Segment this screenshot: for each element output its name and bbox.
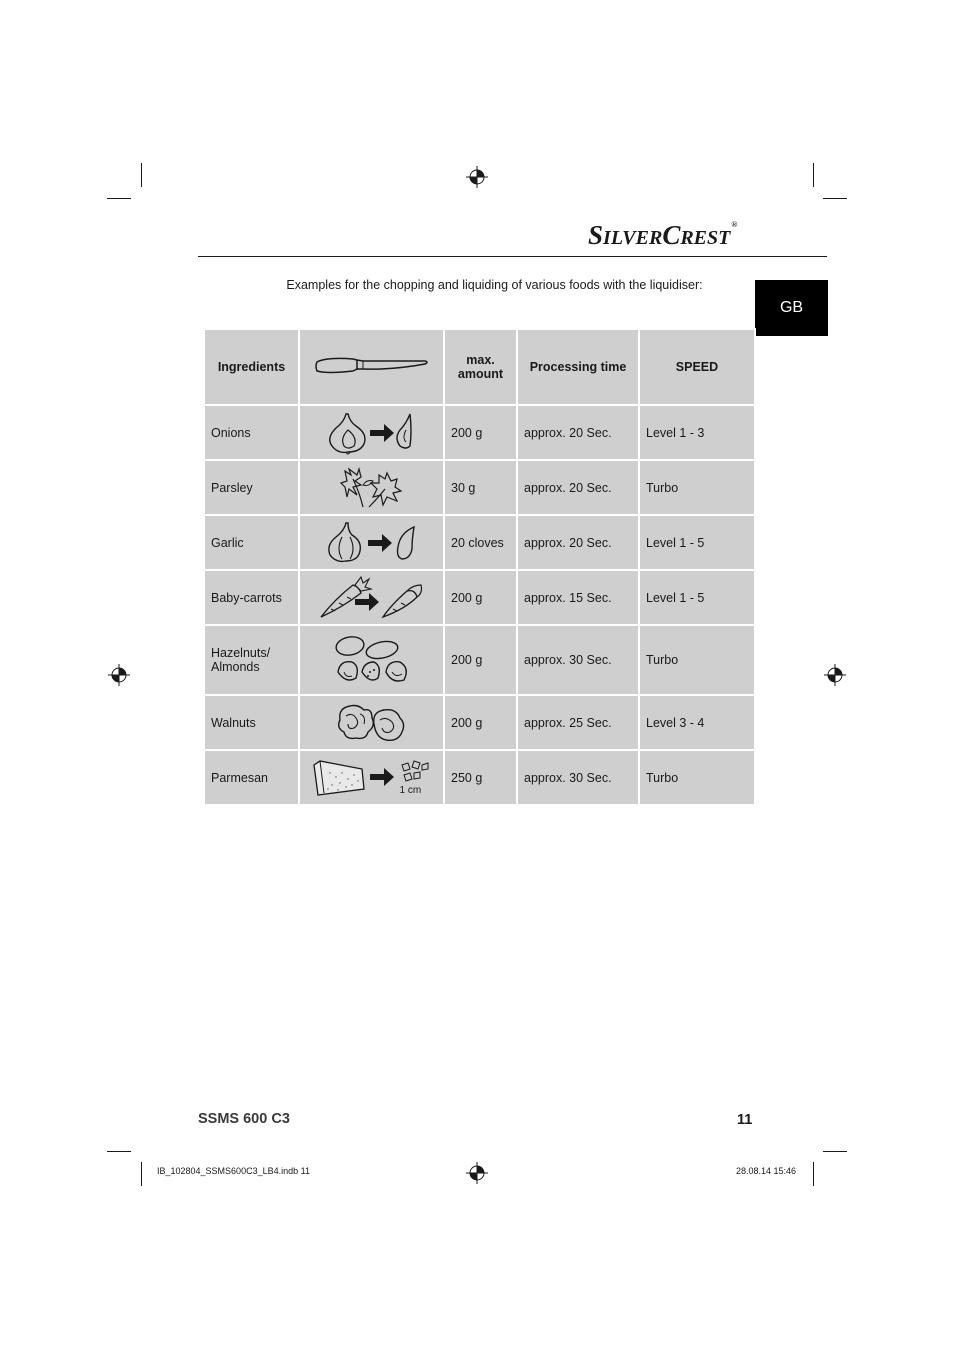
ingredient-cell	[204, 625, 299, 695]
speed-cell: Level 1 - 5	[639, 515, 755, 570]
logo-letter: S	[588, 220, 604, 250]
logo-letters: REST	[680, 227, 731, 249]
speed-cell: Turbo	[639, 750, 755, 805]
onion-to-slice-icon	[324, 410, 420, 456]
time-cell: approx. 25 Sec.	[517, 695, 639, 750]
registration-mark-icon	[466, 166, 488, 188]
time-cell: approx. 20 Sec.	[517, 405, 639, 460]
registration-mark-icon	[466, 1162, 488, 1184]
walnut-icon	[336, 702, 408, 744]
parmesan-picture	[310, 755, 434, 801]
amount-cell: 30 g	[444, 460, 517, 515]
registered-mark: ®	[731, 220, 738, 229]
table-row	[204, 405, 755, 460]
ingredient-cell: Garlic	[204, 515, 299, 570]
parsley-icon	[339, 465, 405, 511]
header-max-line2: amount	[457, 367, 504, 381]
crop-mark	[823, 198, 847, 199]
speed-cell: Level 1 - 3	[639, 405, 755, 460]
crop-mark	[823, 1151, 847, 1152]
time-cell: approx. 30 Sec.	[517, 750, 639, 805]
crop-mark	[141, 163, 142, 187]
amount-cell: 250 g	[444, 750, 517, 805]
crop-mark	[813, 1162, 814, 1186]
knife-icon	[313, 354, 431, 378]
speed-cell: Turbo	[639, 625, 755, 695]
crop-mark	[813, 163, 814, 187]
ingredient-cell: Baby-carrots	[204, 570, 299, 625]
carrot-to-piece-icon	[317, 575, 427, 621]
header-speed: SPEED	[639, 329, 755, 405]
speed-cell: Level 1 - 5	[639, 570, 755, 625]
header-max-line1: max.	[466, 353, 495, 367]
table-header-row	[204, 329, 755, 405]
ingredient-cell: Parsley	[204, 460, 299, 515]
ingredient-cell: Walnuts	[204, 695, 299, 750]
header-knife	[299, 329, 444, 405]
time-cell: approx. 20 Sec.	[517, 515, 639, 570]
logo-letters: ILVER	[603, 227, 663, 249]
header-max-amount	[444, 329, 517, 405]
table-row	[204, 570, 755, 625]
amount-cell: 200 g	[444, 405, 517, 460]
intro-text: Examples for the chopping and liquiding of various foods with the liquidiser:	[286, 278, 703, 292]
crop-mark	[107, 1151, 131, 1152]
time-cell: approx. 30 Sec.	[517, 625, 639, 695]
page-number: 11	[737, 1112, 753, 1128]
ingredient-line1: Hazelnuts/	[211, 646, 271, 660]
table-row	[204, 750, 755, 805]
amount-cell: 20 cloves	[444, 515, 517, 570]
crop-mark	[141, 1162, 142, 1186]
print-slug-file: IB_102804_SSMS600C3_LB4.indb 11	[157, 1166, 310, 1176]
amount-cell: 200 g	[444, 625, 517, 695]
picture-cell	[299, 625, 444, 695]
table-row	[204, 460, 755, 515]
speed-cell: Turbo	[639, 460, 755, 515]
time-cell: approx. 20 Sec.	[517, 460, 639, 515]
nuts-icon	[332, 634, 412, 686]
ingredient-cell: Onions	[204, 405, 299, 460]
time-cell: approx. 15 Sec.	[517, 570, 639, 625]
ingredient-cell: Parmesan	[204, 750, 299, 805]
picture-cell	[299, 570, 444, 625]
header-ingredients: Ingredients	[204, 329, 299, 405]
picture-cell	[299, 460, 444, 515]
model-number: SSMS 600 C3	[198, 1111, 290, 1127]
crop-mark	[107, 198, 131, 199]
registration-mark-icon	[824, 664, 846, 686]
picture-cell	[299, 750, 444, 805]
brand-logo	[588, 220, 737, 250]
garlic-to-clove-icon	[324, 521, 420, 565]
table-row	[204, 695, 755, 750]
table-row	[204, 625, 755, 695]
amount-cell: 200 g	[444, 695, 517, 750]
registration-mark-icon	[108, 664, 130, 686]
header-processing-time: Processing time	[517, 329, 639, 405]
table-row	[204, 515, 755, 570]
ingredient-line2: Almonds	[211, 660, 260, 674]
picture-cell	[299, 695, 444, 750]
picture-cell	[299, 405, 444, 460]
logo-letter: C	[662, 220, 681, 250]
speed-cell: Level 3 - 4	[639, 695, 755, 750]
amount-cell: 200 g	[444, 570, 517, 625]
food-processing-table	[203, 328, 756, 806]
language-tab: GB	[755, 280, 828, 336]
print-slug-date: 28.08.14 15:46	[736, 1166, 797, 1176]
header-rule	[198, 256, 827, 257]
picture-cell	[299, 515, 444, 570]
size-label: 1 cm	[399, 784, 422, 796]
